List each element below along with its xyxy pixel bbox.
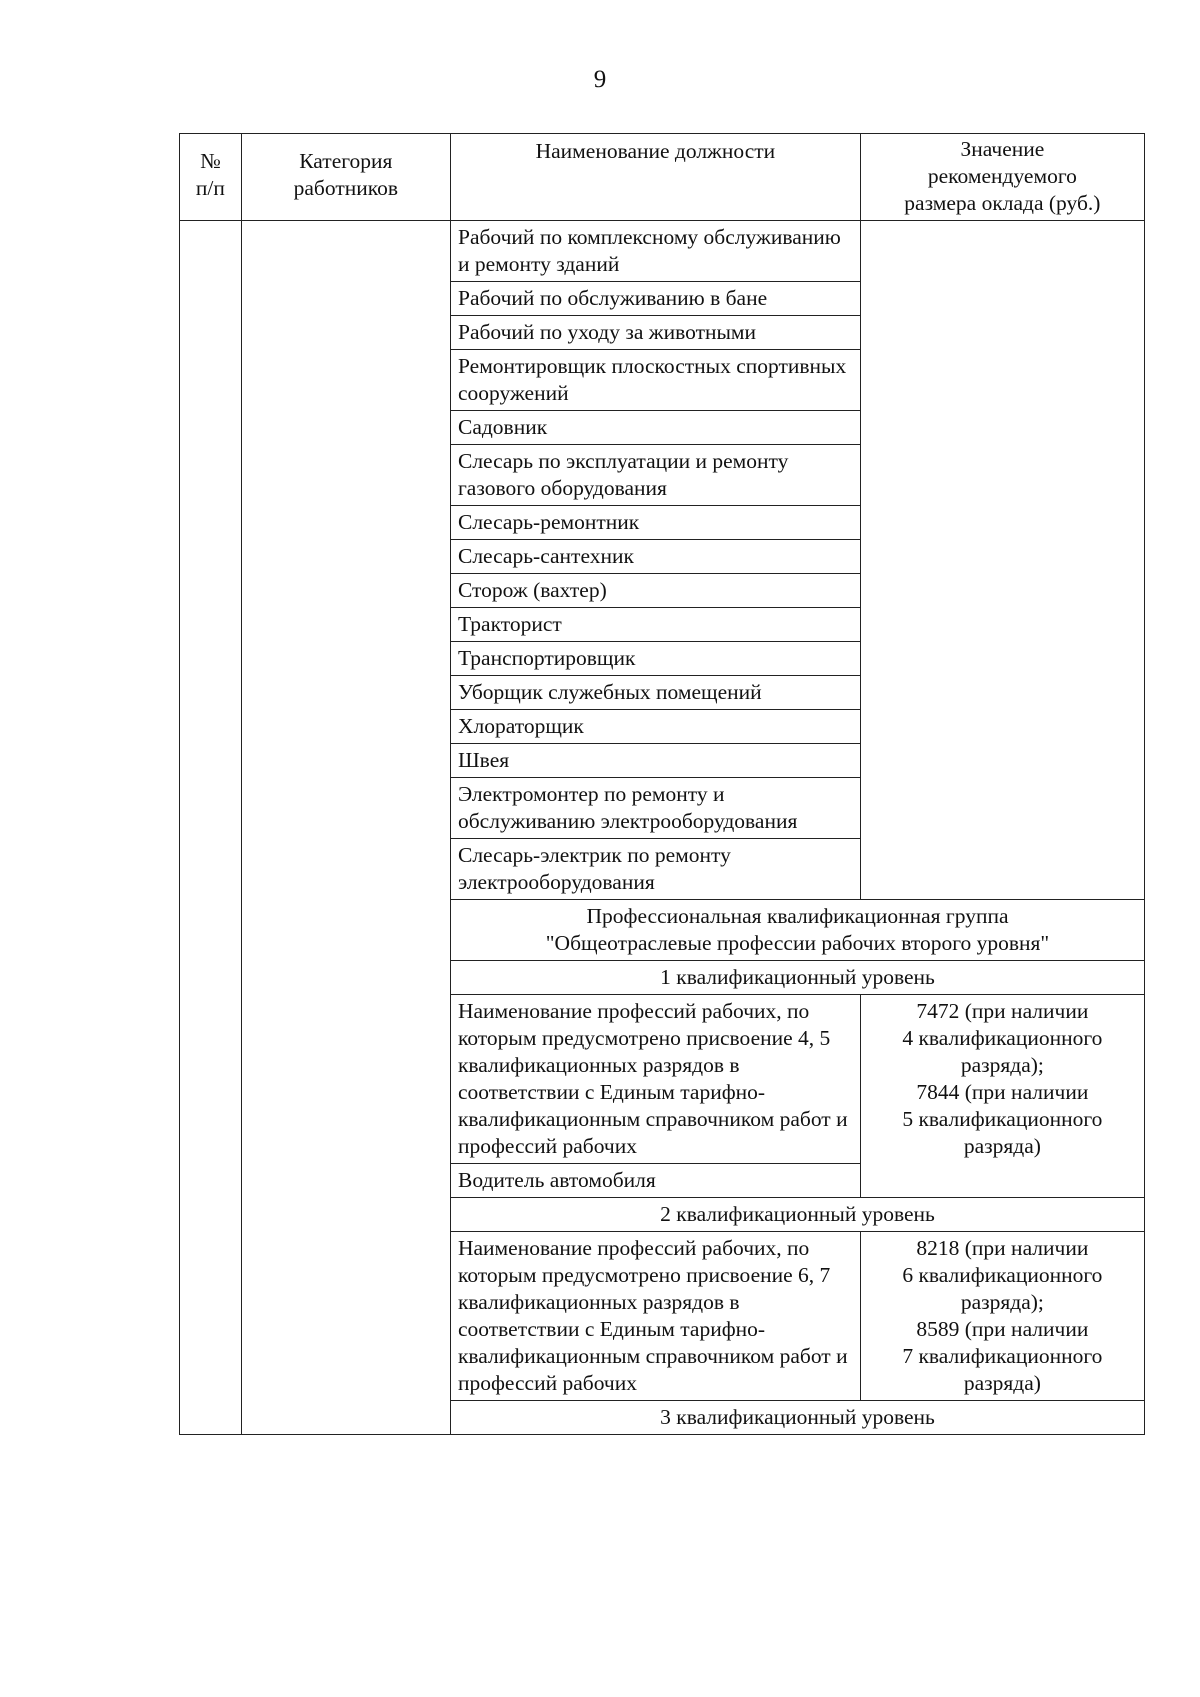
position-cell: Садовник <box>450 411 860 445</box>
position-cell: Водитель автомобиля <box>450 1164 860 1198</box>
position-cell: Электромонтер по ремонту и обслуживанию электрооборудования <box>450 778 860 839</box>
position-cell: Швея <box>450 744 860 778</box>
table-row <box>180 221 1145 282</box>
num-cell <box>180 221 242 1435</box>
position-cell: Хлораторщик <box>450 710 860 744</box>
position-cell: Наименование профессий рабочих, по которым предусмотрено присвоение 4, 5 квалификационных разрядов в соответствии с Единым тарифно-квалификационным справочником работ и профессий рабочих <box>450 995 860 1164</box>
category-cell <box>241 221 450 1435</box>
page-number: 9 <box>593 66 607 93</box>
group-title: Профессиональная квалификационная группа "Общеотраслевые профессии рабочих второго уровня" <box>450 900 1144 961</box>
header-category: Категория работников <box>241 134 450 221</box>
level2-title: 2 квалификационный уровень <box>450 1198 1144 1232</box>
position-cell: Наименование профессий рабочих, по которым предусмотрено присвоение 6, 7 квалификационных разрядов в соответствии с Единым тарифно-квалификационным справочником работ и профессий рабочих <box>450 1232 860 1401</box>
position-cell: Сторож (вахтер) <box>450 574 860 608</box>
position-cell: Ремонтировщик плоскостных спортивных сооружений <box>450 350 860 411</box>
position-cell: Слесарь-сантехник <box>450 540 860 574</box>
position-cell: Слесарь-ремонтник <box>450 506 860 540</box>
position-cell: Рабочий по уходу за животными <box>450 316 860 350</box>
salary-cell: 8218 (при наличии 6 квалификационного разряда); 8589 (при наличии 7 квалификационного разряда) <box>860 1232 1144 1401</box>
position-cell: Транспортировщик <box>450 642 860 676</box>
position-cell: Уборщик служебных помещений <box>450 676 860 710</box>
level1-title: 1 квалификационный уровень <box>450 961 1144 995</box>
header-position: Наименование должности <box>450 134 860 221</box>
salary-cell-empty <box>860 221 1144 900</box>
position-cell: Слесарь по эксплуатации и ремонту газового оборудования <box>450 445 860 506</box>
position-cell: Слесарь-электрик по ремонту электрооборудования <box>450 839 860 900</box>
salary-table <box>179 133 1145 1435</box>
salary-cell: 7472 (при наличии 4 квалификационного разряда); 7844 (при наличии 5 квалификационного разряда) <box>860 995 1144 1198</box>
table-header-row <box>180 134 1145 221</box>
header-num: № п/п <box>180 134 242 221</box>
position-cell: Рабочий по обслуживанию в бане <box>450 282 860 316</box>
level3-title: 3 квалификационный уровень <box>450 1401 1144 1435</box>
header-salary: Значение рекомендуемого размера оклада (руб.) <box>860 134 1144 221</box>
position-cell: Тракторист <box>450 608 860 642</box>
position-cell: Рабочий по комплексному обслуживанию и ремонту зданий <box>450 221 860 282</box>
